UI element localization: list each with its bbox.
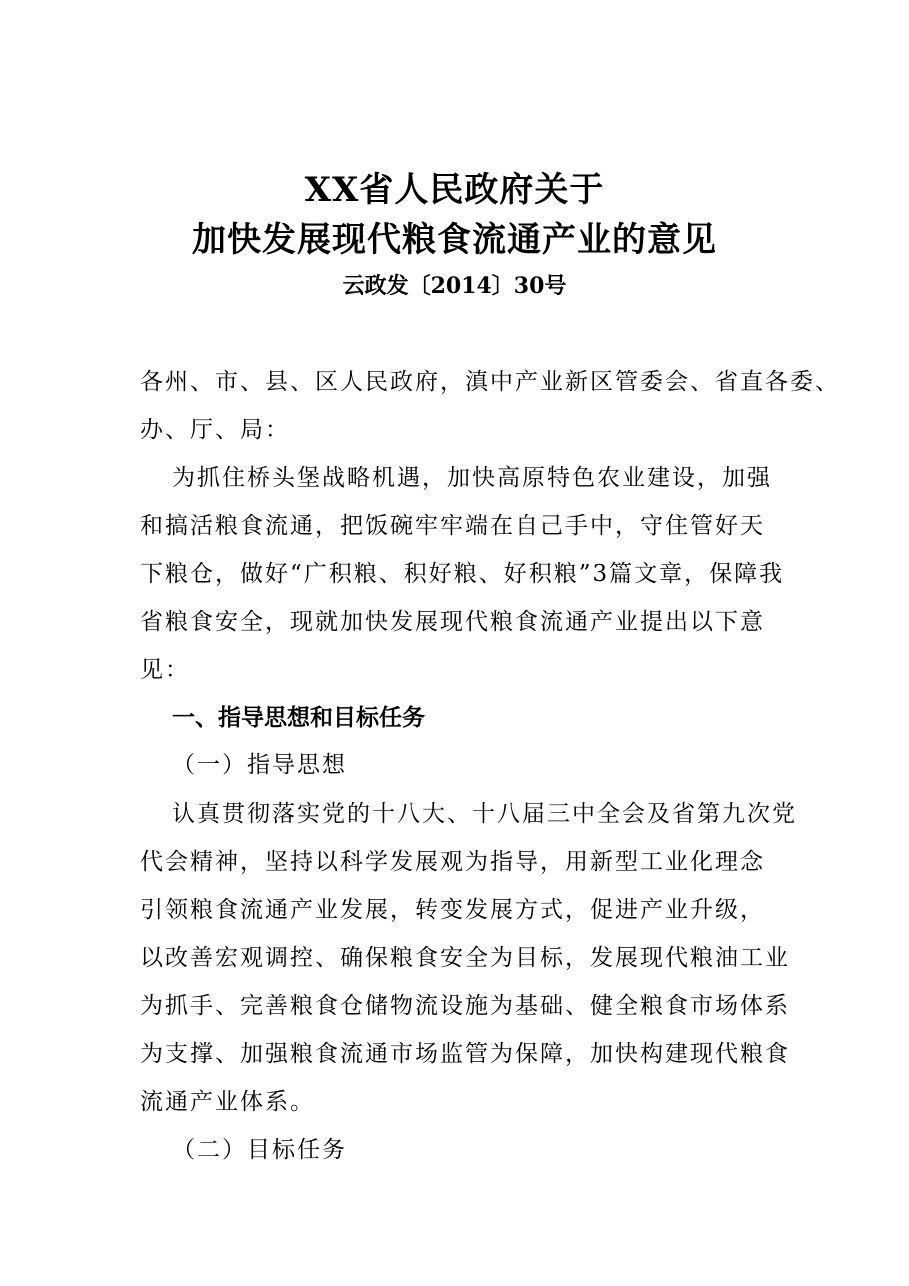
- guiding-paragraph-line-4: 以改善宏观调控、确保粮食安全为目标，发展现代粮油工业: [140, 945, 790, 971]
- intro-paragraph-line-1: 为抓住桥头堡战略机遇，加快高原特色农业建设，加强: [172, 465, 772, 491]
- guiding-paragraph-line-3: 引领粮食流通产业发展，转变发展方式，促进产业升级，: [140, 897, 765, 923]
- guiding-paragraph-line-2: 代会精神，坚持以科学发展观为指导，用新型工业化理念: [140, 849, 765, 875]
- document-title-line-1: XX省人民政府关于: [304, 170, 605, 210]
- subsection-2-heading: （二）目标任务: [172, 1137, 347, 1163]
- intro-paragraph-line-5: 见：: [140, 657, 190, 683]
- guiding-paragraph-line-1: 认真贯彻落实党的十八大、十八届三中全会及省第九次党: [172, 801, 797, 827]
- intro-paragraph-line-2: 和搞活粮食流通，把饭碗牢牢端在自己手中，守住管好天: [140, 513, 765, 539]
- subsection-1-heading: （一）指导思想: [172, 752, 347, 778]
- section-1-heading: 一、指导思想和目标任务: [172, 705, 425, 731]
- salutation-line-2: 办、厅、局：: [140, 417, 290, 443]
- guiding-paragraph-line-7: 流通产业体系。: [140, 1089, 315, 1115]
- document-title-line-2: 加快发展现代粮食流通产业的意见: [192, 220, 717, 260]
- guiding-paragraph-line-6: 为支撑、加强粮食流通市场监管为保障，加快构建现代粮食: [140, 1041, 790, 1067]
- salutation-line-1: 各州、市、县、区人民政府，滇中产业新区管委会、省直各委、: [140, 369, 840, 395]
- intro-paragraph-line-4: 省粮食安全，现就加快发展现代粮食流通产业提出以下意: [140, 609, 765, 635]
- intro-paragraph-line-3: 下粮仓，做好“广积粮、积好粮、好积粮”3篇文章，保障我: [140, 561, 785, 587]
- guiding-paragraph-line-5: 为抓手、完善粮食仓储物流设施为基础、健全粮食市场体系: [140, 993, 790, 1019]
- document-number: 云政发〔2014〕30号: [342, 273, 567, 299]
